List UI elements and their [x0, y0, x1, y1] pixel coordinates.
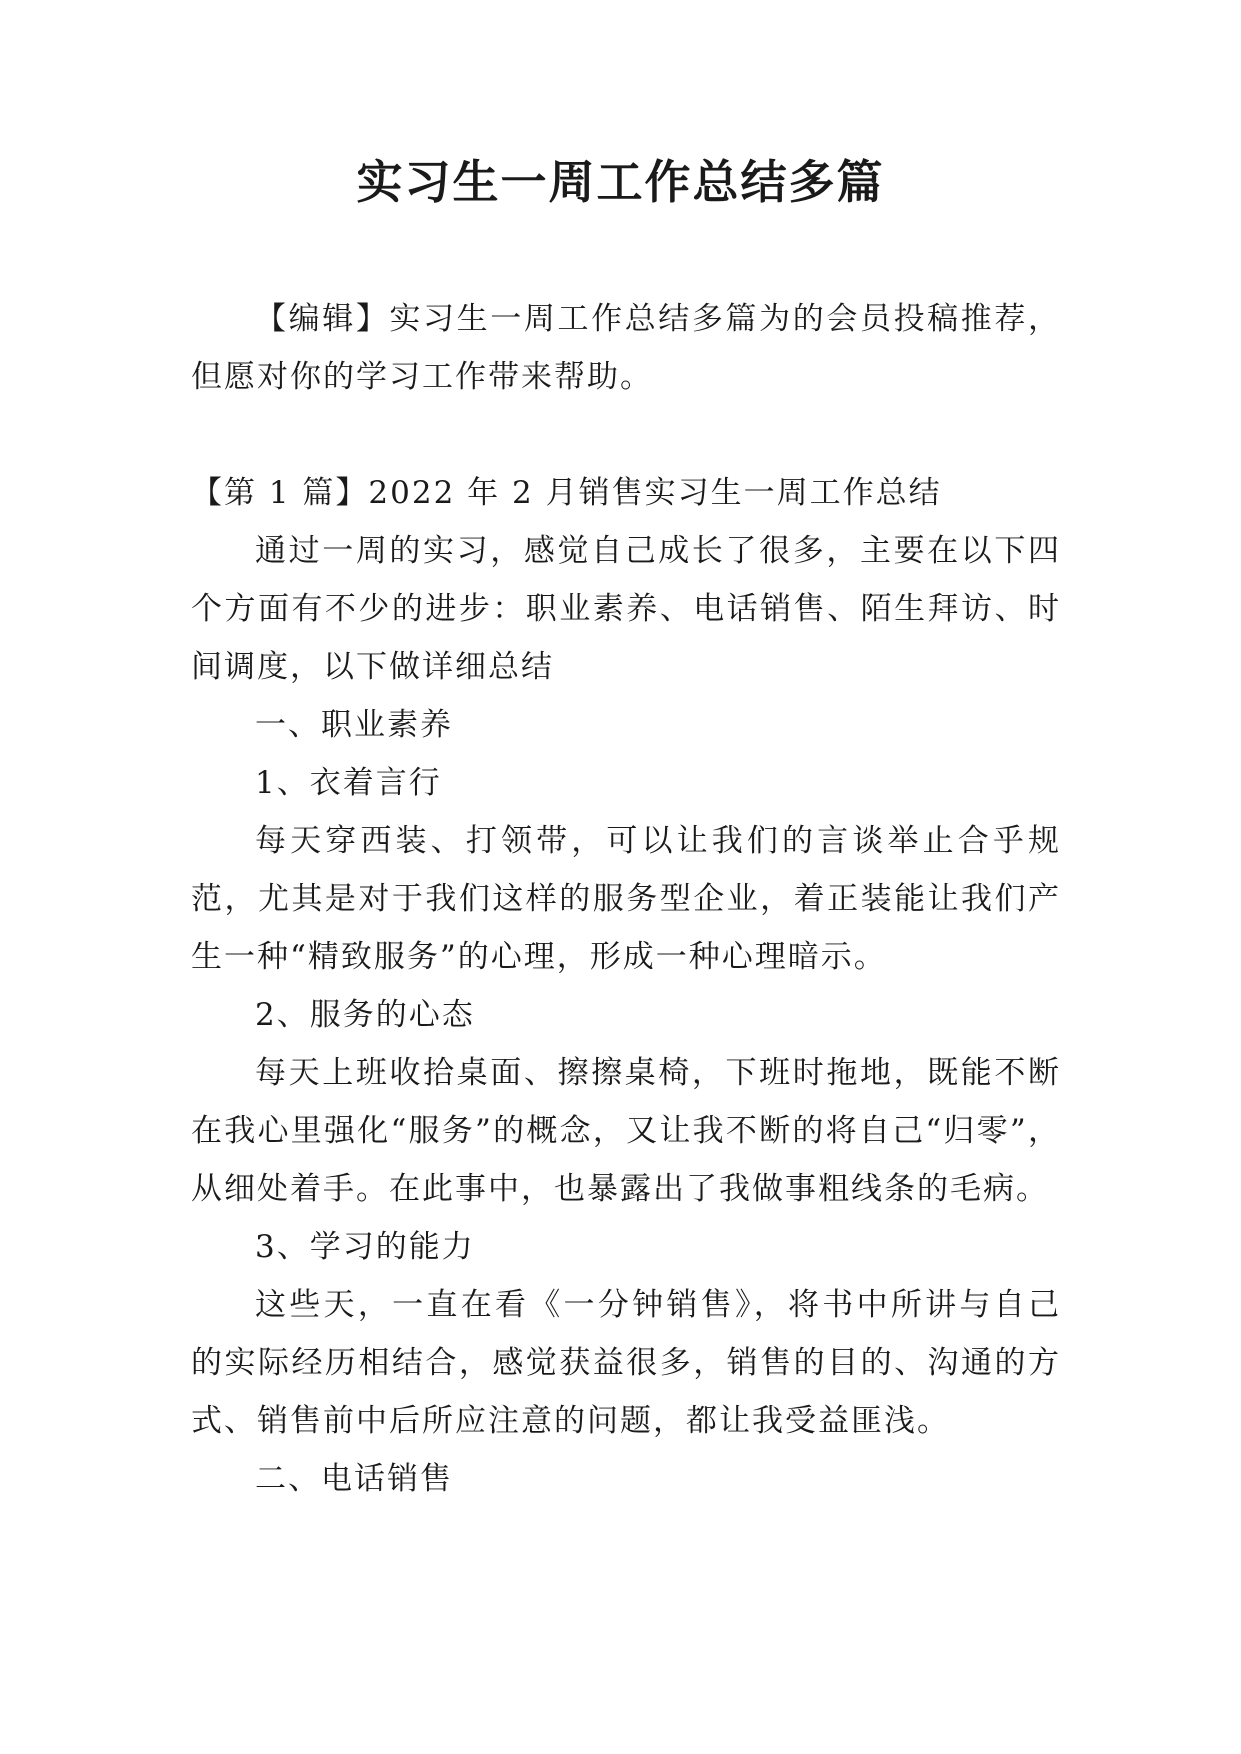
subheading-professionalism: 一、职业素养 — [255, 707, 453, 743]
body-paragraph: 通过一周的实习，感觉自己成长了很多，主要在以下四个方面有不少的进步：职业素养、电话销售、陌生拜访、时间调度，以下做详细总结 — [191, 533, 1061, 685]
subheading-learning-ability: 3、学习的能力 — [255, 1229, 475, 1265]
page-title: 实习生一周工作总结多篇 — [356, 155, 885, 209]
section-heading: 【第 1 篇】2022 年 2 月销售实习生一周工作总结 — [191, 475, 942, 511]
body-paragraph: 每天穿西装、打领带，可以让我们的言谈举止合乎规范，尤其是对于我们这样的服务型企业，着正装能让我们产生一种“精致服务”的心理，形成一种心理暗示。 — [191, 823, 1061, 975]
intro-paragraph: 【编辑】实习生一周工作总结多篇为的会员投稿推荐，但愿对你的学习工作带来帮助。 — [191, 301, 1061, 395]
document-body — [191, 290, 1061, 1508]
subheading-attire: 1、衣着言行 — [255, 765, 442, 801]
body-paragraph: 这些天，一直在看《一分钟销售》，将书中所讲与自己的实际经历相结合，感觉获益很多，销售的目的、沟通的方式、销售前中后所应注意的问题，都让我受益匪浅。 — [191, 1287, 1061, 1439]
subheading-phone-sales: 二、电话销售 — [255, 1461, 453, 1497]
subheading-service-attitude: 2、服务的心态 — [255, 997, 475, 1033]
body-paragraph: 每天上班收拾桌面、擦擦桌椅，下班时拖地，既能不断在我心里强化“服务”的概念，又让我不断的将自己“归零”，从细处着手。在此事中，也暴露出了我做事粗线条的毛病。 — [191, 1055, 1061, 1207]
